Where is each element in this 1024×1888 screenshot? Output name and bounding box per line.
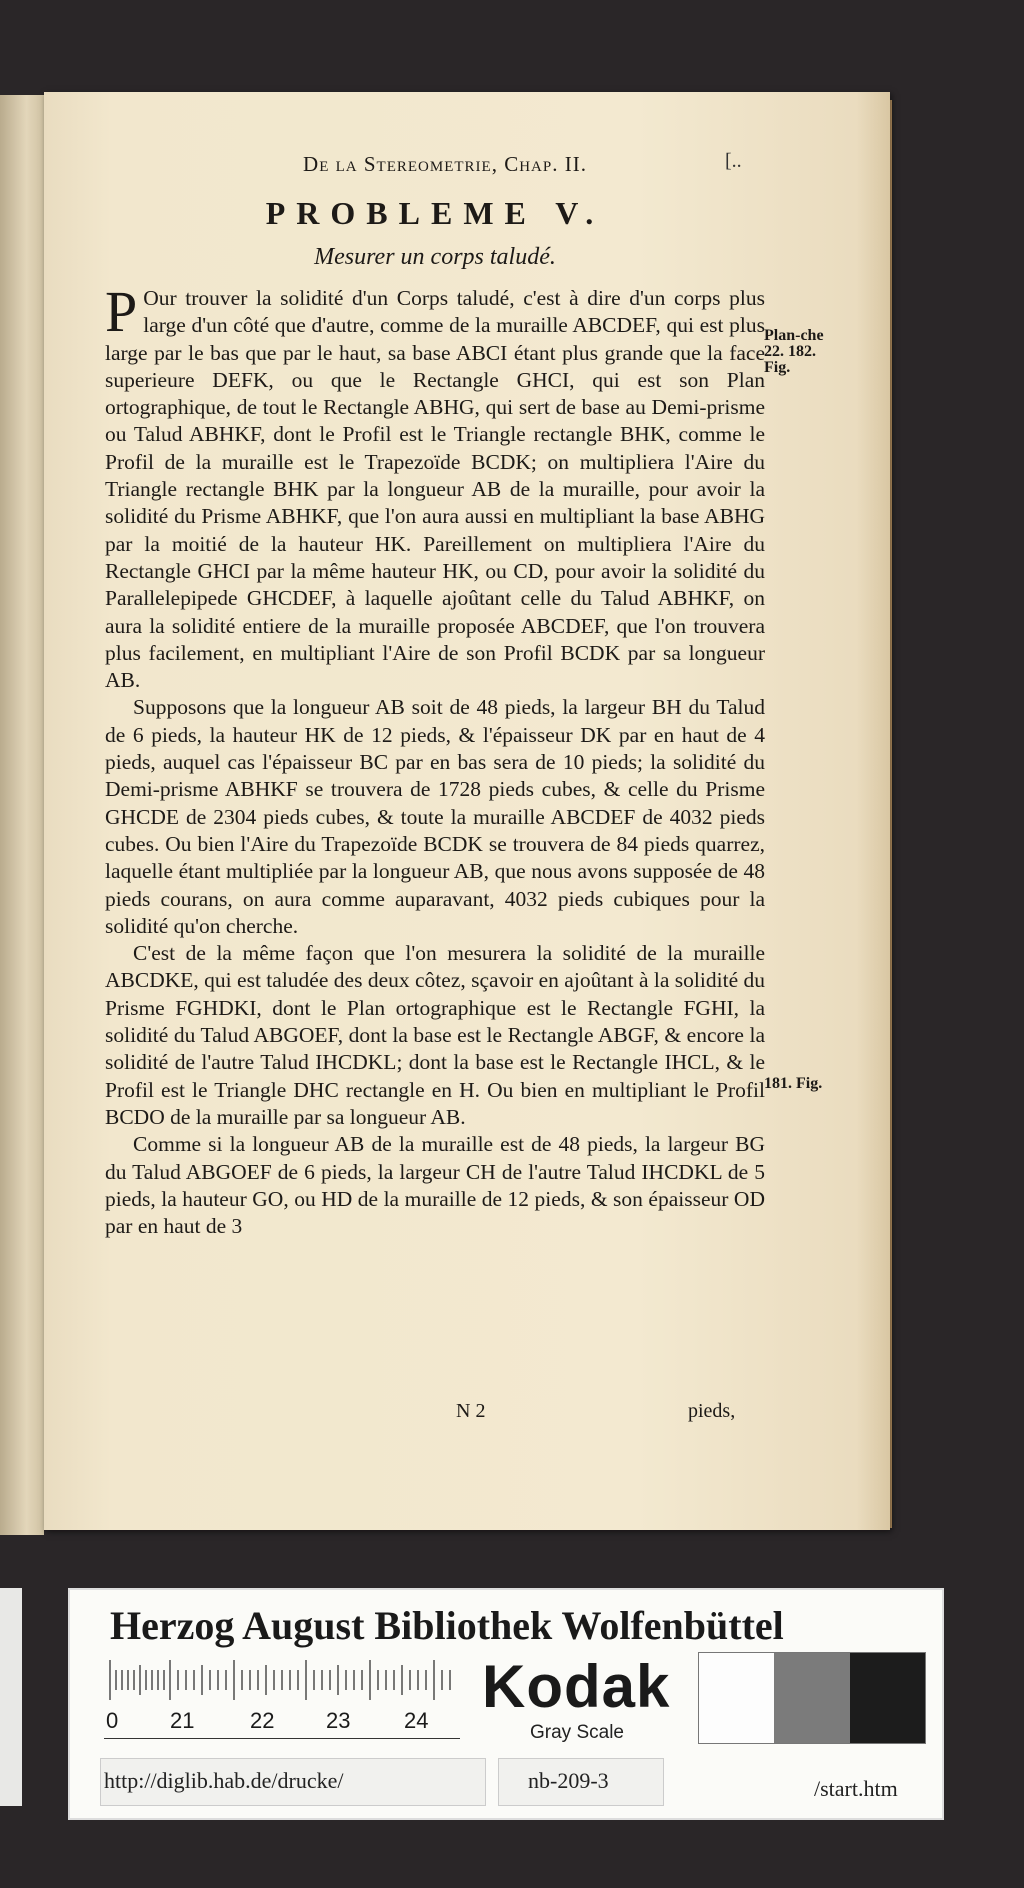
digital-library-url[interactable]: http://diglib.hab.de/drucke/ xyxy=(104,1768,344,1793)
margin-note-plate: Plan-che 22. 182. Fig. xyxy=(764,327,824,376)
ruler-label-21: 21 xyxy=(170,1708,195,1733)
ruler xyxy=(104,1660,460,1739)
text-column xyxy=(105,152,765,1240)
start-link[interactable]: /start.htm xyxy=(814,1776,898,1801)
ruler-label-24: 24 xyxy=(404,1708,429,1733)
drop-cap: P xyxy=(105,279,138,344)
ruler-label-0: 0 xyxy=(106,1708,119,1733)
paragraph-2: Supposons que la longueur AB soit de 48 pieds, la largeur BH du Talud de 6 pieds, la hauteur HK de 12 pieds, & l'épaisseur DK par en haut de 4 pieds, auquel cas l'épaisseur BC par en bas sera de 10 pieds; la solidité du Demi-prisme ABHKF se trouvera de 1728 pieds cubes, & celle du Prisme GHCDE de 2304 pieds cubes, & toute la muraille ABCDEF de 4032 pieds cubes. Ou bien l'Aire du Trapezoïde BCDK se trouvera de 84 pieds quarrez, laquelle étant multipliée par la longueur AB, que nous avons supposée de 48 pieds courans, on aura comme auparavant, 4032 pieds cubiques pour la solidité qu'on cherche. xyxy=(105,695,765,938)
swatch-gray xyxy=(774,1653,849,1743)
problem-title: PROBLEME V. xyxy=(265,195,605,231)
gray-swatches xyxy=(698,1652,926,1744)
ruler-ticks xyxy=(104,1660,460,1710)
margin-note-figure: 181. Fig. xyxy=(764,1075,823,1092)
page-mark: [.. xyxy=(725,150,742,172)
kodak-logo: Kodak xyxy=(482,1653,671,1720)
paragraph-3: C'est de la même façon que l'on mesurera la solidité de la muraille ABCDKE, qui est taludée des deux côtez, sçavoir en ajoûtant à la solidité du Prisme FGHDKI, dont le Plan ortographique est le Rectangle FGHI, la solidité du Talud ABGOEF, dont la base est le Rectangle ABGF, & encore la solidité de l'autre Talud IHCDKL; dont la base est le Rectangle IHCL, & le Profil est le Triangle DHC rectangle en H. Ou bien en multipliant le Profil BCDO de la muraille par sa longueur AB. xyxy=(105,941,765,1129)
swatch-white xyxy=(699,1653,774,1743)
ruler-label-22: 22 xyxy=(250,1708,275,1733)
signature-mark: N 2 xyxy=(456,1400,486,1422)
color-target-card xyxy=(68,1588,944,1820)
shelfmark: nb-209-3 xyxy=(528,1768,609,1793)
ruler-label-23: 23 xyxy=(326,1708,351,1733)
left-page-edge xyxy=(0,95,44,1535)
card-left-strip xyxy=(0,1588,22,1806)
paragraph-4: Comme si la longueur AB de la muraille est de 48 pieds, la largeur BG du Talud ABGOEF de 6 pieds, la largeur CH de l'autre Talud IHCDKL de 5 pieds, la hauteur GO, ou HD de la muraille de 12 pieds, & son épaisseur OD par en haut de 3 xyxy=(105,1132,765,1239)
running-head: De la Stereometrie, Chap. II. xyxy=(303,152,587,176)
swatch-black xyxy=(850,1653,925,1743)
paragraph-1 xyxy=(105,279,765,694)
catchword: pieds, xyxy=(688,1400,736,1422)
library-name: Herzog August Bibliothek Wolfenbüttel xyxy=(110,1603,784,1648)
gray-scale-label: Gray Scale xyxy=(530,1722,624,1743)
book-page xyxy=(44,92,890,1530)
problem-subtitle: Mesurer un corps taludé. xyxy=(314,244,556,270)
paragraph-1-text: Our trouver la solidité d'un Corps taludé, c'est à dire d'un corps plus large d'un côté que d'autre, comme de la muraille ABCDEF, qui est plus large par le bas que par le haut, sa base ABCI étant plus grande que la face superieure DEFK, ou que le Rectangle GHCI, qui est son Plan ortographique, de tout le Rectangle ABHG, qui sert de base au Demi-prisme ou Talud ABHKF, dont le Profil est le Triangle rectangle BHK, comme le Profil de la muraille est le Trapezoïde BCDK; on multipliera l'Aire du Triangle rectangle BHK par la longueur AB de la muraille, pour avoir la solidité du Prisme ABHKF, que l'on aura aussi en multipliant la base ABHG par la moitié de la hauteur HK. Pareillement on multipliera l'Aire du Rectangle GHCI par la même hauteur HK, ou CD, pour avoir la solidité du Parallelepipede GHCDEF, à laquelle ajoûtant celle du Talud ABHKF, on aura la solidité entiere de la muraille proposée ABCDEF, que l'on trouvera plus facilement, en multipliant l'Aire de son Profil BCDK par sa longueur AB. xyxy=(105,286,765,693)
